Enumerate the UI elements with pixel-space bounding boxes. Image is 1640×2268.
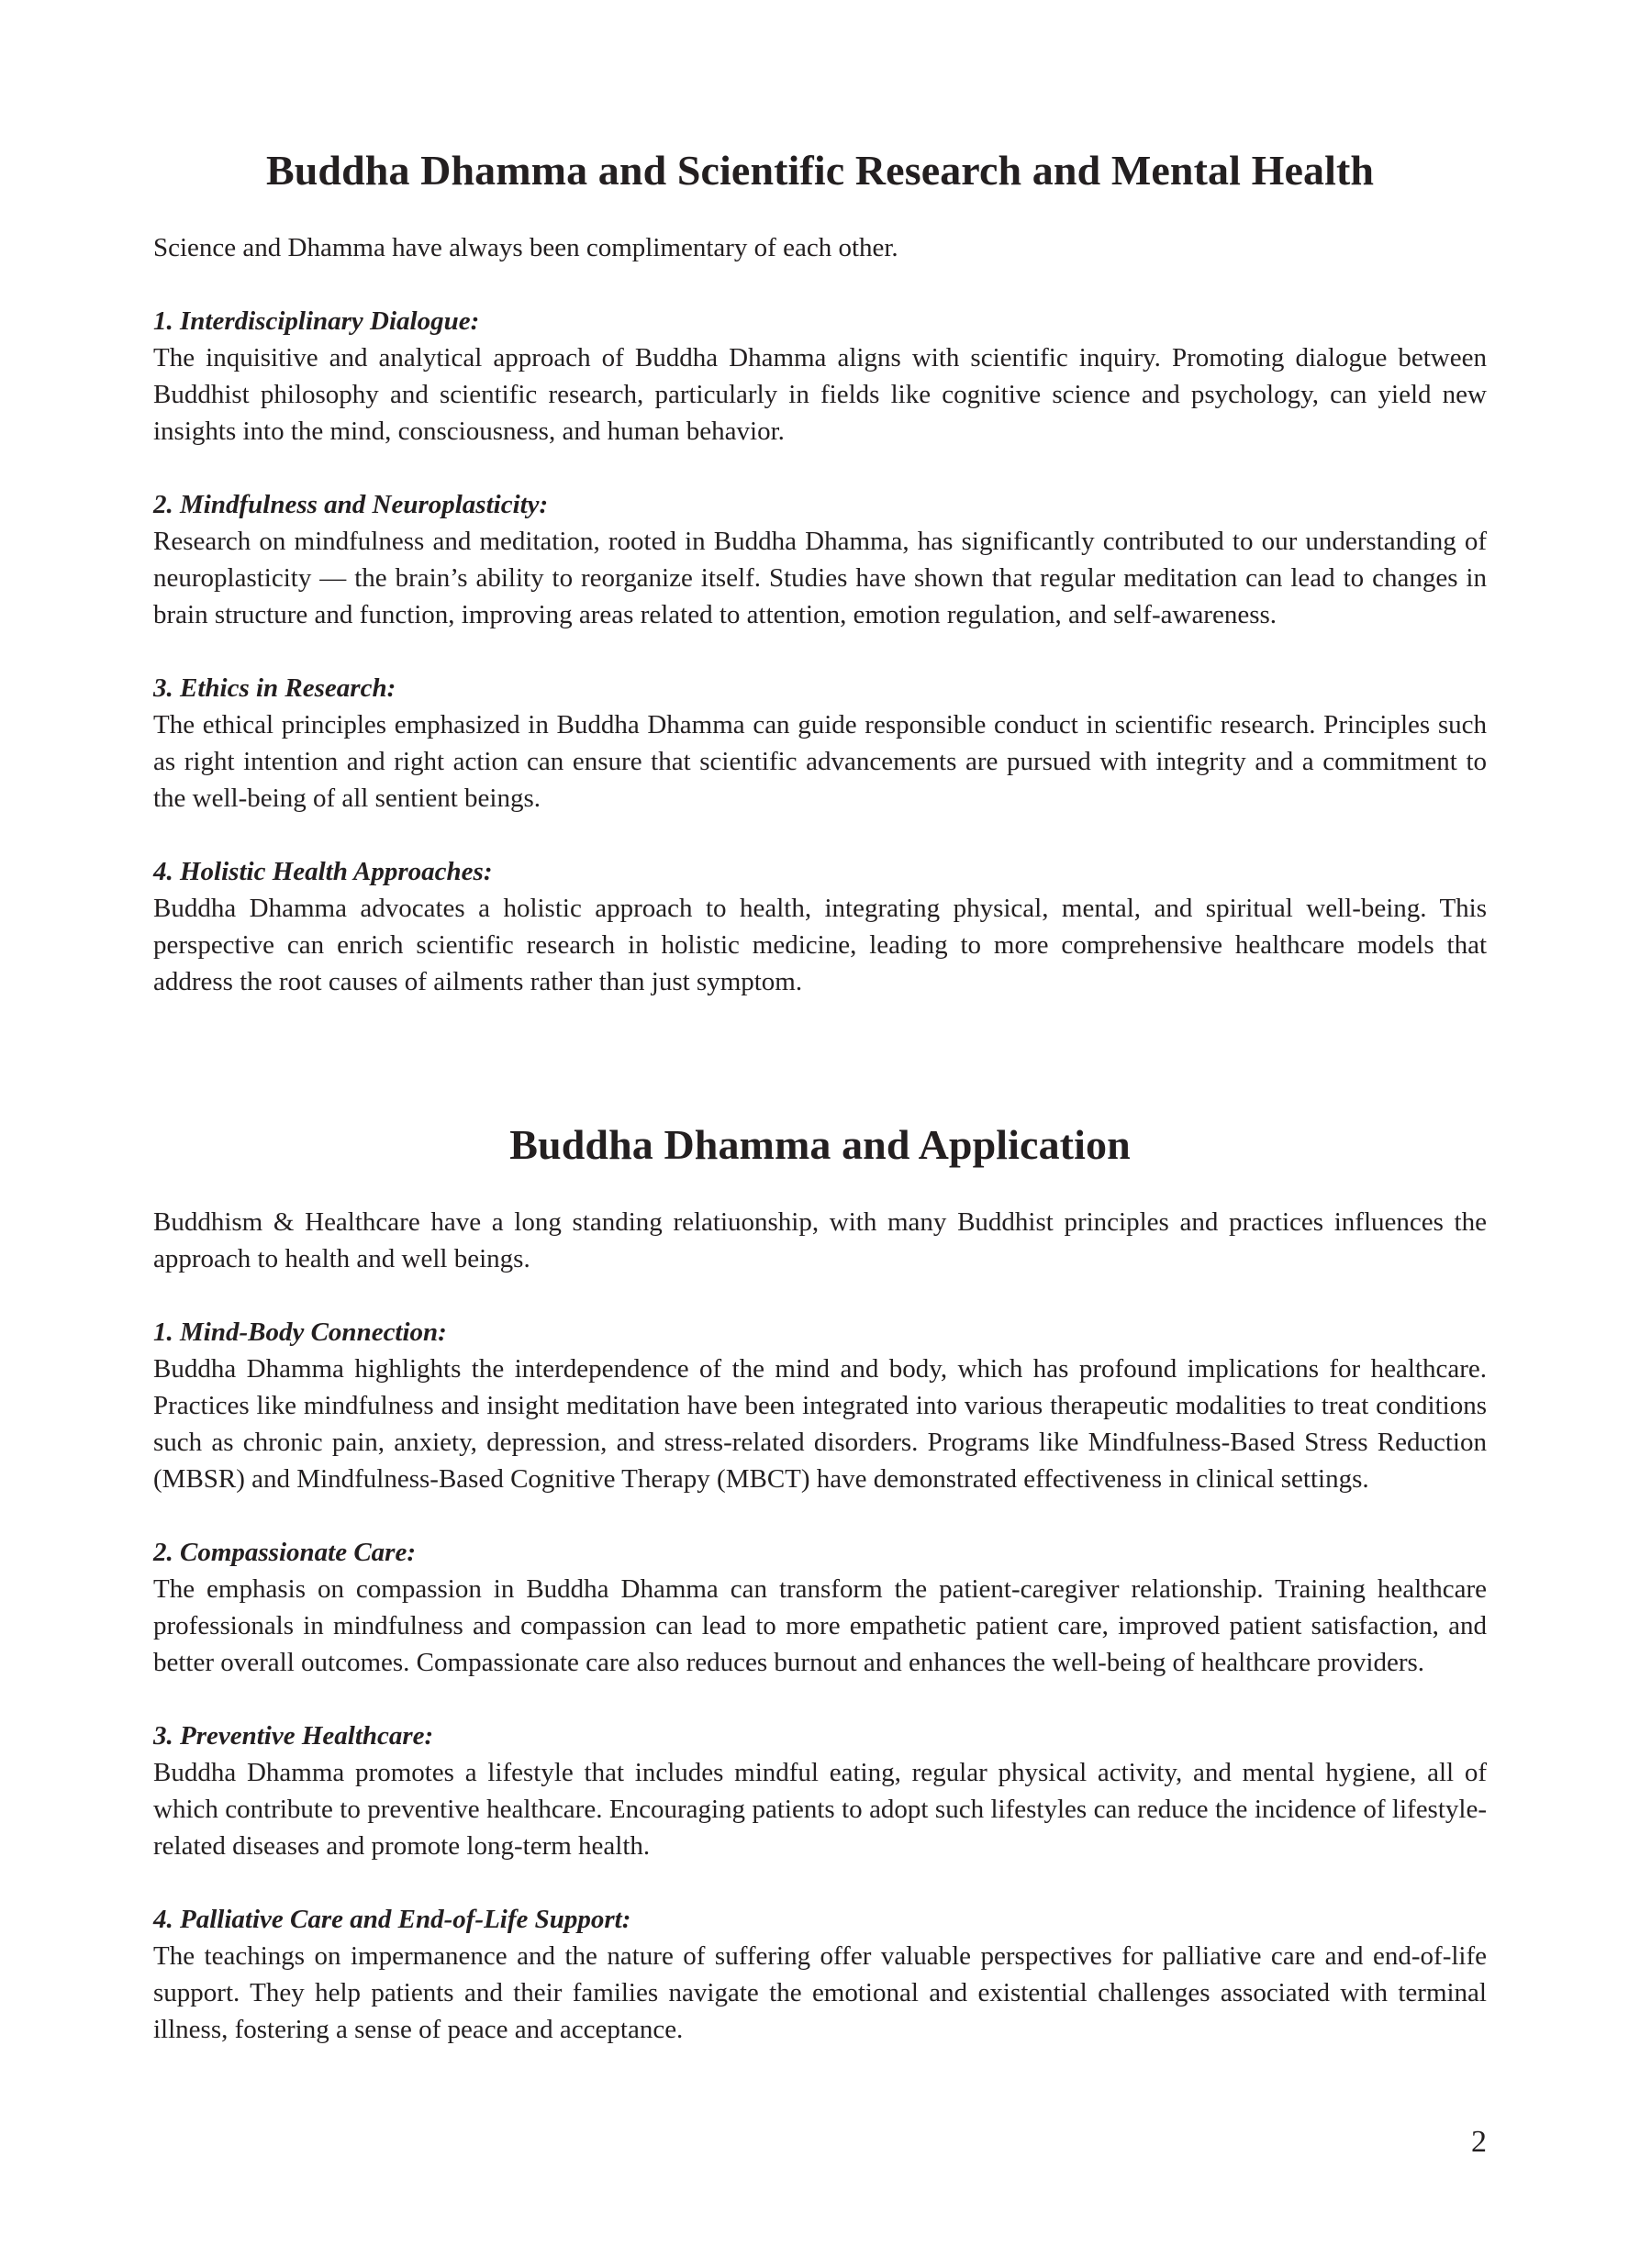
item-body: Buddha Dhamma promotes a lifestyle that includes mindful eating, regular physical activity, and mental hygiene, all of which contribute to preventive healthcare. Encouraging patients to adopt such lifestyles can reduce the incidence of lifestyle-related diseases and promote long-term health. — [153, 1758, 1487, 1861]
item-body: The emphasis on compassion in Buddha Dhamma can transform the patient-caregiver relationship. Training healthcare professionals in mindfulness and compassion can lead to more empathetic patient care, improved patient satisfaction, and better overall outcomes. Compassionate care also reduces burnout and enhances the well-being of healthcare providers. — [153, 1574, 1487, 1677]
item-title: 1. Mind-Body Connection: — [153, 1317, 447, 1347]
list-item — [153, 1718, 1487, 1864]
section-heading: Buddha Dhamma and Application — [509, 1121, 1131, 1168]
list-item — [153, 1314, 1487, 1497]
item-title: 2. Mindfulness and Neuroplasticity: — [153, 490, 549, 519]
item-title: 4. Holistic Health Approaches: — [153, 857, 493, 886]
list-item — [153, 1901, 1487, 2048]
section-intro: Buddhism & Healthcare have a long standing relatiuonship, with many Buddhist principles and practices influences the approach to health and well beings. — [153, 1207, 1487, 1273]
section-intro: Science and Dhamma have always been complimentary of each other. — [153, 233, 898, 262]
list-item — [153, 670, 1487, 817]
item-title: 1. Interdisciplinary Dialogue: — [153, 306, 480, 336]
item-body: Buddha Dhamma advocates a holistic approach to health, integrating physical, mental, and spiritual well-being. This perspective can enrich scientific research in holistic medicine, leading to more comprehensive healthcare models that address the root causes of ailments rather than just symptom. — [153, 894, 1487, 996]
item-body: Research on mindfulness and meditation, rooted in Buddha Dhamma, has significantly contributed to our understanding of neuroplasticity — the brain’s ability to reorganize itself. Studies have shown that regular meditation can lead to changes in brain structure and function, improving areas related to attention, emotion regulation, and self-awareness. — [153, 527, 1487, 629]
list-item — [153, 853, 1487, 1000]
item-title: 3. Preventive Healthcare: — [153, 1721, 434, 1751]
list-item — [153, 486, 1487, 633]
item-body: The inquisitive and analytical approach of Buddha Dhamma aligns with scientific inquiry. Promoting dialogue between Buddhist philosophy and scientific research, particularly in fields like cognitive science and psychology, can yield new insights into the mind, consciousness, and human behavior. — [153, 343, 1487, 446]
section-scientific-research — [153, 138, 1487, 1037]
item-body: Buddha Dhamma highlights the interdependence of the mind and body, which has profound implications for healthcare. Practices like mindfulness and insight meditation have been integrated into various therapeutic modalities to treat conditions such as chronic pain, anxiety, depression, and stress-related disorders. Programs like Mindfulness-Based Stress Reduction (MBSR) and Mindfulness-Based Cognitive Therapy (MBCT) have demonstrated effectiveness in clinical settings. — [153, 1354, 1487, 1494]
item-title: 3. Ethics in Research: — [153, 673, 396, 703]
list-item — [153, 1534, 1487, 1681]
section-application — [153, 1112, 1487, 2085]
item-title: 2. Compassionate Care: — [153, 1538, 416, 1567]
list-item — [153, 303, 1487, 450]
page-number: 2 — [1471, 2125, 1487, 2159]
item-title: 4. Palliative Care and End-of-Life Support: — [153, 1905, 631, 1934]
item-body: The teachings on impermanence and the nature of suffering offer valuable perspectives for palliative care and end-of-life support. They help patients and their families navigate the emotional and existential challenges associated with terminal illness, fostering a sense of peace and acceptance. — [153, 1941, 1487, 2044]
item-body: The ethical principles emphasized in Buddha Dhamma can guide responsible conduct in scientific research. Principles such as right intention and right action can ensure that scientific advancements are pursued with integrity and a commitment to the well-being of all sentient beings. — [153, 710, 1487, 813]
section-heading: Buddha Dhamma and Scientific Research and Mental Health — [265, 147, 1375, 194]
